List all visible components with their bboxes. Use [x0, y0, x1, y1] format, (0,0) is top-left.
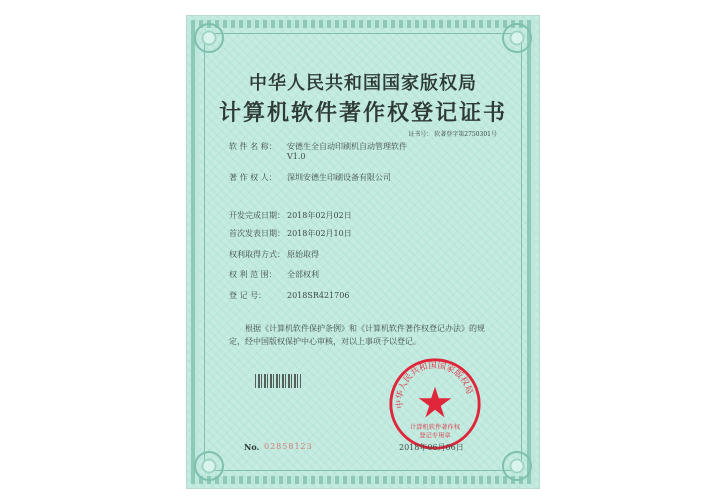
- seal-line-2: 登记专用章: [419, 432, 451, 440]
- acquire-method-value: 原始取得: [287, 250, 319, 259]
- first-publish-label: 首次发表日期：: [229, 229, 285, 238]
- software-name-label: 软 件 名 称：: [229, 142, 277, 151]
- rights-scope-row: [229, 269, 319, 280]
- seal-line-1: 计算机软件著作权: [410, 423, 460, 431]
- issue-date: 2018年06月06日: [399, 443, 464, 452]
- copyright-holder-value: 深圳安德生印刷设备有限公司: [287, 173, 391, 182]
- corner-ornament: [502, 451, 532, 481]
- barcode: [255, 374, 301, 388]
- dev-complete-value: 2018年02月02日: [287, 211, 352, 220]
- rights-scope-label: 权 利 范 围：: [229, 270, 277, 279]
- rights-scope-value: 全部权利: [287, 270, 319, 279]
- statement-paragraph: 根据《计算机软件保护条例》和《计算机软件著作权登记办法》的规定，经中国版权保护中心审核，对以上事项予以登记。: [229, 324, 485, 346]
- corner-ornament: [194, 451, 224, 481]
- official-seal: [387, 356, 483, 452]
- star-icon: [419, 387, 452, 418]
- registration-value: 2018SR421706: [287, 291, 350, 300]
- serial-number: 02858123: [264, 442, 313, 451]
- certificate-title: 计算机软件著作权登记证书: [218, 100, 507, 126]
- certificate-number: 证书号： 软著登字第2750301号: [408, 131, 497, 138]
- corner-ornament: [502, 23, 532, 53]
- acquire-method-label: 权利取得方式：: [229, 250, 285, 259]
- software-name-value: 安德生全自动印刷机自动管理软件: [287, 142, 407, 151]
- copyright-holder-row: [229, 172, 391, 183]
- first-publish-value: 2018年02月10日: [287, 229, 352, 238]
- issuing-authority: 中华人民共和国国家版权局: [249, 73, 477, 94]
- acquire-method-row: [229, 249, 319, 260]
- first-publish-row: [229, 228, 352, 239]
- registration-row: [229, 290, 349, 301]
- corner-ornament: [194, 23, 224, 53]
- registration-label: 登 记 号：: [229, 291, 267, 300]
- software-name-row: [229, 141, 407, 152]
- dev-complete-label: 开发完成日期：: [229, 211, 285, 220]
- serial-label: No.: [244, 442, 260, 452]
- copyright-holder-label: 著 作 权 人：: [229, 173, 277, 182]
- software-version: V1.0: [287, 152, 306, 161]
- dev-complete-row: [229, 210, 352, 221]
- seal-ring-text: 中华人民共和国国家版权局: [395, 360, 475, 409]
- certificate: [187, 16, 539, 488]
